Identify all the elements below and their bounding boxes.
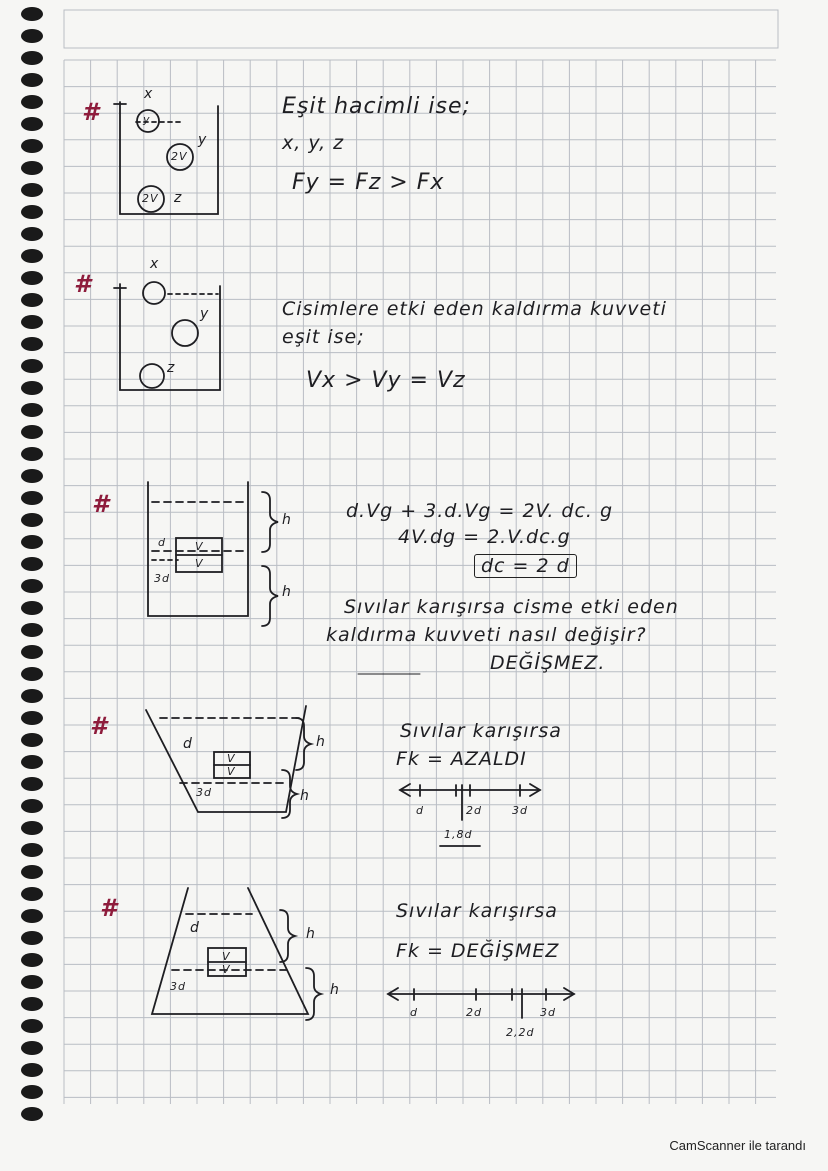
section-3-question-1: Sıvılar karışırsa cisme etki eden xyxy=(344,596,679,618)
section-4-hash: # xyxy=(90,712,107,740)
label-x-2: x xyxy=(150,256,160,272)
label-v2-5: V xyxy=(222,963,231,976)
section-5-line-2: Fk = DEĞİŞMEZ xyxy=(396,940,560,962)
label-3d-3: 3d xyxy=(154,572,170,585)
section-2-line-2: eşit ise; xyxy=(282,326,365,348)
label-v1-3: V xyxy=(195,540,204,553)
section-3-eq-1: d.Vg + 3.d.Vg = 2V. dc. g xyxy=(346,500,614,522)
section-3-eq-3: dc = 2 d xyxy=(474,554,577,578)
section-5-line-1: Sıvılar karışırsa xyxy=(396,900,558,922)
section-5-hash: # xyxy=(100,894,117,922)
container-diagram-1 xyxy=(114,102,218,214)
label-v2-3: V xyxy=(195,557,204,570)
ball-y-2 xyxy=(172,320,198,346)
label-z-2: z xyxy=(167,360,176,376)
axis-5-value: 2,2d xyxy=(506,1026,535,1039)
label-v1-4: V xyxy=(227,752,236,765)
axis-4-tick-2d: 2d xyxy=(466,804,482,817)
label-h1-4: h xyxy=(316,734,326,750)
section-4-line-2: Fk = AZALDI xyxy=(396,748,527,770)
section-1-hash: # xyxy=(82,98,99,126)
ball-z-2 xyxy=(140,364,164,388)
section-2-hash: # xyxy=(74,270,91,298)
label-ball-y: y xyxy=(143,113,151,126)
label-d-5: d xyxy=(190,920,200,936)
label-y-2: y xyxy=(200,306,210,322)
label-y: y xyxy=(198,132,208,148)
label-3d-5: 3d xyxy=(170,980,186,993)
label-h1-3: h xyxy=(282,512,292,528)
container-diagram-3 xyxy=(148,482,278,626)
axis-5-tick-3d: 3d xyxy=(540,1006,556,1019)
section-3-question-2: kaldırma kuvveti nasıl değişir? xyxy=(326,624,647,646)
section-2-line-1: Cisimlere etki eden kaldırma kuvveti xyxy=(282,298,667,320)
axis-5-tick-2d: 2d xyxy=(466,1006,482,1019)
label-h2-4: h xyxy=(300,788,310,804)
label-h2-5: h xyxy=(330,982,340,998)
section-1-line-3: Fy = Fz > Fx xyxy=(292,170,445,195)
label-2v-2: 2V xyxy=(142,192,159,205)
section-2-line-3: Vx > Vy = Vz xyxy=(306,368,466,393)
section-3-eq-2: 4V.dg = 2.V.dc.g xyxy=(398,526,571,548)
label-d-4: d xyxy=(183,736,193,752)
axis-4-tick-d: d xyxy=(416,804,424,817)
section-1-line-1: Eşit hacimli ise; xyxy=(282,94,471,119)
label-3d-4: 3d xyxy=(196,786,212,799)
ball-x-2 xyxy=(143,282,165,304)
label-h2-3: h xyxy=(282,584,292,600)
section-1-line-2: x, y, z xyxy=(282,132,345,154)
label-v1-5: V xyxy=(222,950,231,963)
axis-4-value: 1,8d xyxy=(444,828,473,841)
section-3-answer: DEĞİŞMEZ. xyxy=(490,652,606,674)
label-d-3: d xyxy=(158,536,166,549)
section-4-line-1: Sıvılar karışırsa xyxy=(400,720,562,742)
section-3-hash: # xyxy=(92,490,109,518)
label-2v-1: 2V xyxy=(171,150,188,163)
label-h1-5: h xyxy=(306,926,316,942)
label-z: z xyxy=(174,190,183,206)
axis-5-tick-d: d xyxy=(410,1006,418,1019)
axis-4-tick-3d: 3d xyxy=(512,804,528,817)
label-v2-4: V xyxy=(227,765,236,778)
scanner-footer: CamScanner ile tarandı xyxy=(669,1138,806,1153)
label-x: x xyxy=(144,86,154,102)
